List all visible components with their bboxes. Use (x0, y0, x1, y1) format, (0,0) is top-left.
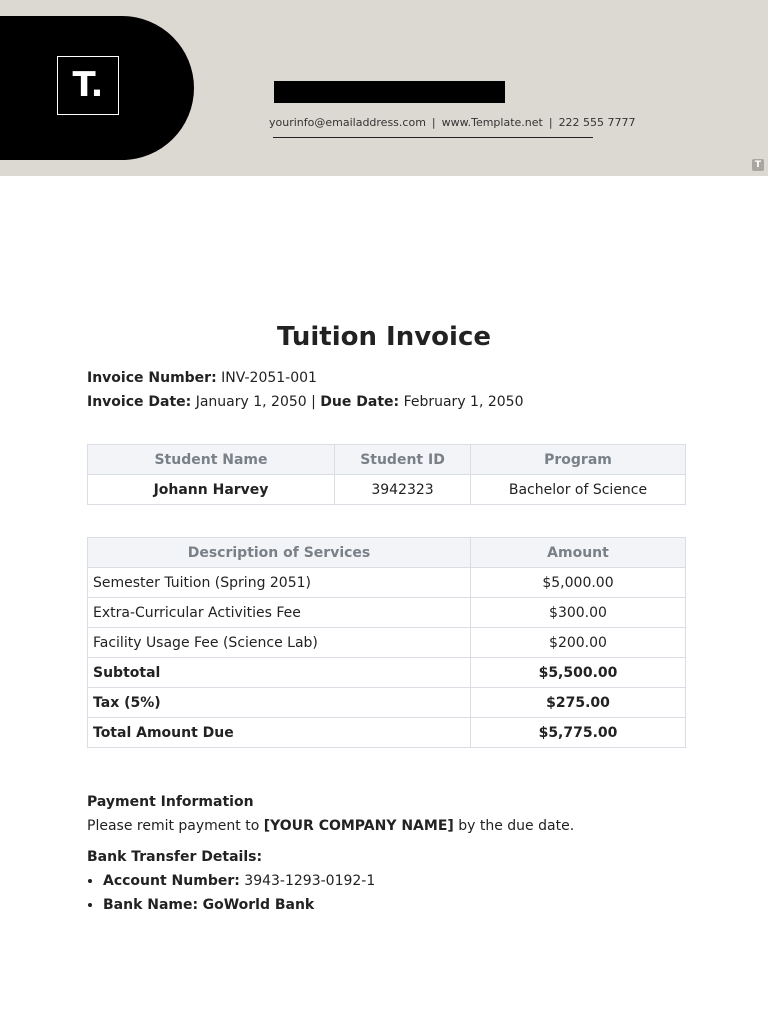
service-description-cell: Facility Usage Fee (Science Lab) (88, 628, 471, 658)
table-row (88, 628, 686, 658)
invoice-date-value: January 1, 2050 (195, 394, 307, 410)
contact-phone: 222 555 7777 (558, 116, 636, 129)
invoice-date-label: Invoice Date: (87, 394, 192, 410)
subtotal-row (88, 658, 686, 688)
service-amount-cell: $5,000.00 (471, 568, 686, 598)
service-amount-cell: $300.00 (471, 598, 686, 628)
student-name-cell: Johann Harvey (88, 475, 335, 505)
company-logo: T. (57, 56, 119, 115)
invoice-number-line (87, 370, 317, 386)
tax-label: Tax (5%) (88, 688, 471, 718)
contact-website: www.Template.net (441, 116, 543, 129)
column-header: Program (471, 445, 686, 475)
service-description-cell: Extra-Curricular Activities Fee (88, 598, 471, 628)
account-number-label: Account Number: (103, 873, 240, 889)
table-row (88, 475, 686, 505)
page-title: Tuition Invoice (276, 322, 492, 352)
contact-separator: | (431, 116, 436, 129)
services-table (87, 537, 686, 748)
service-description-cell: Semester Tuition (Spring 2051) (88, 568, 471, 598)
bank-transfer-heading: Bank Transfer Details: (87, 849, 263, 865)
account-number-value: 3943-1293-0192-1 (244, 873, 376, 889)
contact-underline (273, 137, 593, 138)
tax-value: $275.00 (471, 688, 686, 718)
column-header: Description of Services (88, 538, 471, 568)
tax-row (88, 688, 686, 718)
total-value: $5,775.00 (471, 718, 686, 748)
column-header: Amount (471, 538, 686, 568)
list-item (103, 894, 375, 918)
subtotal-label: Subtotal (88, 658, 471, 688)
column-header: Student ID (335, 445, 471, 475)
contact-separator: | (548, 116, 553, 129)
date-separator: | (311, 394, 316, 410)
contact-line (269, 116, 669, 129)
bank-name-value: GoWorld Bank (202, 897, 315, 913)
subtotal-value: $5,500.00 (471, 658, 686, 688)
list-item (103, 870, 375, 894)
invoice-number-label: Invoice Number: (87, 370, 217, 386)
logo-block (0, 16, 194, 160)
total-row (88, 718, 686, 748)
invoice-number-value: INV-2051-001 (221, 370, 317, 386)
total-label: Total Amount Due (88, 718, 471, 748)
due-date-label: Due Date: (320, 394, 400, 410)
program-cell: Bachelor of Science (471, 475, 686, 505)
table-row (88, 598, 686, 628)
company-name-redacted-bar (274, 81, 505, 103)
payment-heading: Payment Information (87, 794, 254, 810)
table-row (88, 568, 686, 598)
contact-email: yourinfo@emailaddress.com (269, 116, 426, 129)
due-date-value: February 1, 2050 (403, 394, 524, 410)
service-amount-cell: $200.00 (471, 628, 686, 658)
document-header (0, 0, 768, 176)
table-header-row (88, 445, 686, 475)
payment-company: [YOUR COMPANY NAME] (263, 818, 454, 834)
student-id-cell: 3942323 (335, 475, 471, 505)
column-header: Student Name (88, 445, 335, 475)
payment-text-before: Please remit payment to (87, 818, 260, 834)
bank-name-label: Bank Name: (103, 897, 199, 913)
template-watermark-icon: T (752, 159, 764, 171)
payment-text-after: by the due date. (458, 818, 575, 834)
bank-details-list (87, 870, 375, 918)
invoice-date-line (87, 394, 524, 410)
student-table (87, 444, 686, 505)
payment-instructions (87, 818, 574, 834)
table-header-row (88, 538, 686, 568)
